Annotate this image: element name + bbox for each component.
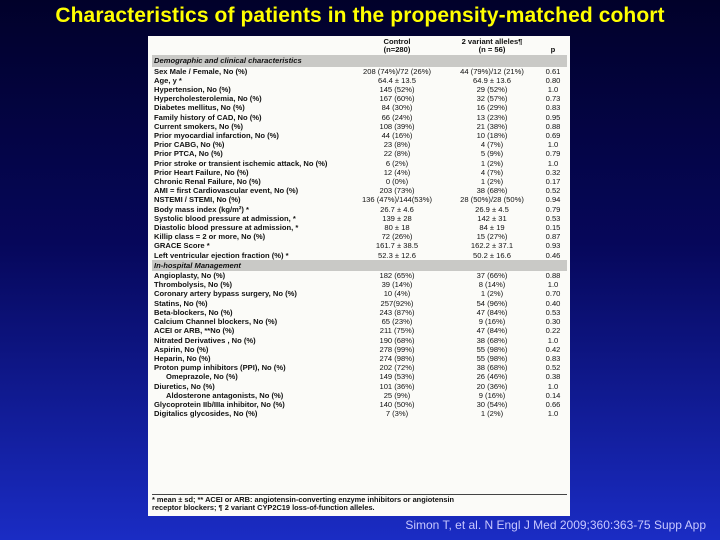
p-value: 0.61 — [545, 66, 561, 76]
table-row — [152, 271, 567, 280]
row-label: Aspirin, No (%) — [154, 344, 209, 354]
p-value: 0.40 — [545, 298, 561, 308]
table-header-row — [152, 38, 567, 55]
p-value: 0.46 — [545, 250, 561, 260]
control-value: 190 (68%) — [379, 335, 415, 345]
row-label: Age, y * — [154, 75, 182, 85]
p-value: 0.66 — [545, 399, 561, 409]
row-label: Aldosterone antagonists, No (%) — [166, 390, 284, 400]
row-label: Digitalics glycosides, No (%) — [154, 409, 258, 419]
control-value: 145 (52%) — [379, 85, 415, 95]
control-value: 65 (23%) — [381, 317, 413, 327]
table-row — [152, 103, 567, 112]
row-label: Thrombolysis, No (%) — [154, 280, 233, 290]
p-value: 1.0 — [547, 158, 559, 168]
p-value: 0.94 — [545, 195, 561, 205]
p-value: 0.38 — [545, 372, 561, 382]
table-row — [152, 149, 567, 158]
p-value: 0.93 — [545, 241, 561, 251]
p-value: 0.30 — [545, 317, 561, 327]
control-value: 202 (72%) — [379, 363, 415, 373]
table-row — [152, 409, 567, 418]
row-label: ACEI or ARB, **No (%) — [154, 326, 235, 336]
p-value: 0.53 — [545, 307, 561, 317]
row-label: Hypertension, No (%) — [154, 85, 231, 95]
control-value: 25 (9%) — [383, 390, 411, 400]
p-value: 1.0 — [547, 381, 559, 391]
p-value: 1.0 — [547, 140, 559, 150]
citation: Simon T, et al. N Engl J Med 2009;360:363-75 Supp App — [405, 518, 706, 532]
row-label: Angioplasty, No (%) — [154, 271, 226, 281]
row-label: Prior myocardial infarction, No (%) — [154, 131, 279, 141]
variant-value: 142 ± 31 — [477, 213, 507, 223]
row-label: Diuretics, No (%) — [154, 381, 215, 391]
control-value: 6 (2%) — [385, 158, 409, 168]
table-row — [152, 299, 567, 308]
control-value: 72 (26%) — [381, 232, 413, 242]
control-value: 52.3 ± 12.6 — [378, 250, 416, 260]
control-value: 278 (99%) — [379, 344, 415, 354]
control-value: 274 (98%) — [379, 353, 415, 363]
table-row — [152, 122, 567, 131]
control-value: 208 (74%)/72 (26%) — [363, 66, 431, 76]
section-header-in-hospital — [152, 260, 567, 271]
control-value: 7 (3%) — [385, 409, 409, 419]
table-footnote — [152, 494, 567, 513]
section-title: Demographic and clinical characteristics — [152, 55, 567, 66]
table-row — [152, 280, 567, 289]
control-value: 39 (14%) — [381, 280, 413, 290]
control-value: 257(92%) — [380, 298, 414, 308]
control-value: 44 (16%) — [381, 131, 413, 141]
table-row — [152, 131, 567, 140]
patient-characteristics-table-image — [148, 36, 570, 516]
table-row — [152, 76, 567, 85]
row-label: Diastolic blood pressure at admission, * — [154, 223, 299, 233]
variant-value: 38 (68%) — [476, 186, 508, 196]
row-label: Left ventricular ejection fraction (%) * — [154, 250, 289, 260]
p-value: 0.83 — [545, 353, 561, 363]
p-value: 0.87 — [545, 232, 561, 242]
table-row — [152, 168, 567, 177]
table-row — [152, 326, 567, 335]
variant-value: 38 (68%) — [476, 363, 508, 373]
variant-value: 9 (16%) — [478, 390, 506, 400]
table-row — [152, 391, 567, 400]
variant-value: 54 (96%) — [476, 298, 508, 308]
variant-value: 29 (52%) — [476, 85, 508, 95]
p-value: 0.79 — [545, 149, 561, 159]
header-control-n: (n=280) — [383, 45, 411, 55]
row-label: Family history of CAD, No (%) — [154, 112, 262, 122]
table-row — [152, 85, 567, 94]
p-value: 0.88 — [545, 121, 561, 131]
p-value: 0.52 — [545, 363, 561, 373]
section-header-demographic — [152, 55, 567, 66]
row-label: Omeprazole, No (%) — [166, 372, 238, 382]
row-label: GRACE Score * — [154, 241, 210, 251]
p-value: 0.22 — [545, 326, 561, 336]
control-value: 211 (75%) — [379, 326, 415, 336]
table-row — [152, 372, 567, 381]
variant-value: 47 (84%) — [476, 307, 508, 317]
p-value: 0.32 — [545, 167, 561, 177]
control-value: 140 (50%) — [379, 399, 415, 409]
table-row — [152, 67, 567, 76]
row-label: AMI = first Cardiovascular event, No (%) — [154, 186, 299, 196]
row-label: Chronic Renal Failure, No (%) — [154, 177, 261, 187]
variant-value: 20 (36%) — [476, 381, 508, 391]
row-label: Systolic blood pressure at admission, * — [154, 213, 296, 223]
p-value: 0.15 — [545, 223, 561, 233]
variant-value: 55 (98%) — [476, 344, 508, 354]
variant-value: 55 (98%) — [476, 353, 508, 363]
variant-value: 28 (50%)/28 (50%) — [460, 195, 524, 205]
variant-value: 84 ± 19 — [479, 223, 505, 233]
control-value: 243 (87%) — [379, 307, 415, 317]
table-row — [152, 232, 567, 241]
control-value: 182 (65%) — [379, 271, 415, 281]
table-row — [152, 336, 567, 345]
table-row — [152, 382, 567, 391]
table-row — [152, 223, 567, 232]
table-row — [152, 195, 567, 204]
table-row — [152, 186, 567, 195]
control-value: 12 (4%) — [383, 167, 411, 177]
header-variant-label: 2 variant alleles¶ — [461, 38, 523, 46]
p-value: 0.88 — [545, 271, 561, 281]
variant-value: 21 (38%) — [476, 121, 508, 131]
variant-value: 47 (84%) — [476, 326, 508, 336]
control-value: 80 ± 18 — [384, 223, 410, 233]
row-label: Body mass index (kg/m²) * — [154, 204, 249, 214]
table-row — [152, 400, 567, 409]
variant-value: 1 (2%) — [480, 177, 504, 187]
variant-value: 37 (66%) — [476, 271, 508, 281]
variant-value: 5 (9%) — [480, 149, 504, 159]
footnote-line-2: receptor blockers; ¶ 2 variant CYP2C19 loss-of-function alleles. — [152, 503, 375, 513]
control-value: 84 (30%) — [381, 103, 413, 113]
header-control — [349, 38, 445, 55]
control-value: 161.7 ± 38.5 — [375, 241, 419, 251]
row-label: Calcium Channel blockers, No (%) — [154, 317, 278, 327]
variant-value: 4 (7%) — [480, 167, 504, 177]
control-value: 23 (8%) — [383, 140, 411, 150]
p-value: 0.69 — [545, 131, 561, 141]
footnote-line-1: * mean ± sd; ** ACEI or ARB: angiotensin-converting enzyme inhibitors or angiotensin — [152, 494, 455, 504]
p-value: 1.0 — [547, 85, 559, 95]
row-label: Sex Male / Female, No (%) — [154, 66, 248, 76]
control-value: 10 (4%) — [383, 289, 411, 299]
variant-value: 44 (79%)/12 (21%) — [460, 66, 524, 76]
row-label: Current smokers, No (%) — [154, 121, 244, 131]
row-label: NSTEMI / STEMI, No (%) — [154, 195, 241, 205]
p-value: 0.52 — [545, 186, 561, 196]
variant-value: 9 (16%) — [478, 317, 506, 327]
variant-value: 16 (29%) — [476, 103, 508, 113]
variant-value: 162.2 ± 37.1 — [470, 241, 514, 251]
row-label: Beta-blockers, No (%) — [154, 307, 233, 317]
p-value: 0.70 — [545, 289, 561, 299]
row-label: Proton pump inhibitors (PPI), No (%) — [154, 363, 286, 373]
control-value: 66 (24%) — [381, 112, 413, 122]
control-value: 149 (53%) — [379, 372, 415, 382]
table-row — [152, 177, 567, 186]
variant-value: 1 (2%) — [480, 158, 504, 168]
p-value: 0.42 — [545, 344, 561, 354]
table-row — [152, 251, 567, 260]
header-variant-n: (n = 56) — [478, 45, 506, 55]
control-value: 22 (8%) — [383, 149, 411, 159]
row-label: Prior stroke or transient ischemic attack, No (%) — [154, 158, 328, 168]
variant-value: 64.9 ± 13.6 — [473, 75, 511, 85]
p-value: 1.0 — [547, 409, 559, 419]
row-label: Hypercholesterolemia, No (%) — [154, 94, 262, 104]
row-label: Nitrated Derivatives , No (%) — [154, 335, 256, 345]
control-value: 139 ± 28 — [382, 213, 412, 223]
table-row — [152, 363, 567, 372]
table-row — [152, 140, 567, 149]
table-row — [152, 317, 567, 326]
characteristics-table — [152, 38, 567, 418]
control-value: 136 (47%)/144(53%) — [361, 195, 433, 205]
table-row — [152, 159, 567, 168]
p-value: 0.83 — [545, 103, 561, 113]
header-label-col — [152, 38, 349, 55]
slide-title: Characteristics of patients in the propensity-matched cohort — [55, 4, 665, 27]
table-row — [152, 345, 567, 354]
control-value: 101 (36%) — [379, 381, 415, 391]
variant-value: 32 (57%) — [476, 94, 508, 104]
row-label: Killip class = 2 or more, No (%) — [154, 232, 266, 242]
variant-value: 26 (46%) — [476, 372, 508, 382]
p-value: 1.0 — [547, 280, 559, 290]
header-variant — [445, 38, 539, 55]
control-value: 167 (60%) — [379, 94, 415, 104]
row-label: Statins, No (%) — [154, 298, 208, 308]
table-row — [152, 214, 567, 223]
row-label: Coronary artery bypass surgery, No (%) — [154, 289, 297, 299]
control-value: 108 (39%) — [379, 121, 415, 131]
p-value: 0.73 — [545, 94, 561, 104]
variant-value: 15 (27%) — [476, 232, 508, 242]
variant-value: 30 (54%) — [476, 399, 508, 409]
variant-value: 1 (2%) — [480, 409, 504, 419]
p-value: 0.79 — [545, 204, 561, 214]
section-title: In-hospital Management — [152, 260, 567, 271]
row-label: Heparin, No (%) — [154, 353, 211, 363]
row-label: Diabetes mellitus, No (%) — [154, 103, 245, 113]
row-label: Glycoprotein IIb/IIIa inhibitor, No (%) — [154, 399, 285, 409]
table-row — [152, 241, 567, 250]
variant-value: 10 (18%) — [476, 131, 508, 141]
table-row — [152, 113, 567, 122]
variant-value: 50.2 ± 16.6 — [473, 250, 511, 260]
control-value: 203 (73%) — [379, 186, 415, 196]
row-label: Prior Heart Failure, No (%) — [154, 167, 249, 177]
row-label: Prior CABG, No (%) — [154, 140, 225, 150]
variant-value: 1 (2%) — [480, 289, 504, 299]
p-value: 0.14 — [545, 390, 561, 400]
variant-value: 26.9 ± 4.5 — [475, 204, 509, 214]
variant-value: 4 (7%) — [480, 140, 504, 150]
table-row — [152, 205, 567, 214]
control-value: 0 (0%) — [385, 177, 409, 187]
p-value: 1.0 — [547, 335, 559, 345]
control-value: 64.4 ± 13.5 — [378, 75, 416, 85]
p-value: 0.95 — [545, 112, 561, 122]
p-value: 0.80 — [545, 75, 561, 85]
header-p: p — [550, 45, 556, 55]
control-value: 26.7 ± 4.6 — [380, 204, 414, 214]
variant-value: 13 (23%) — [476, 112, 508, 122]
header-control-label: Control — [383, 38, 411, 46]
table-row — [152, 289, 567, 298]
table-row — [152, 308, 567, 317]
row-label: Prior PTCA, No (%) — [154, 149, 223, 159]
variant-value: 8 (14%) — [478, 280, 506, 290]
variant-value: 38 (68%) — [476, 335, 508, 345]
p-value: 0.53 — [545, 213, 561, 223]
p-value: 0.17 — [545, 177, 561, 187]
table-row — [152, 94, 567, 103]
table-row — [152, 354, 567, 363]
